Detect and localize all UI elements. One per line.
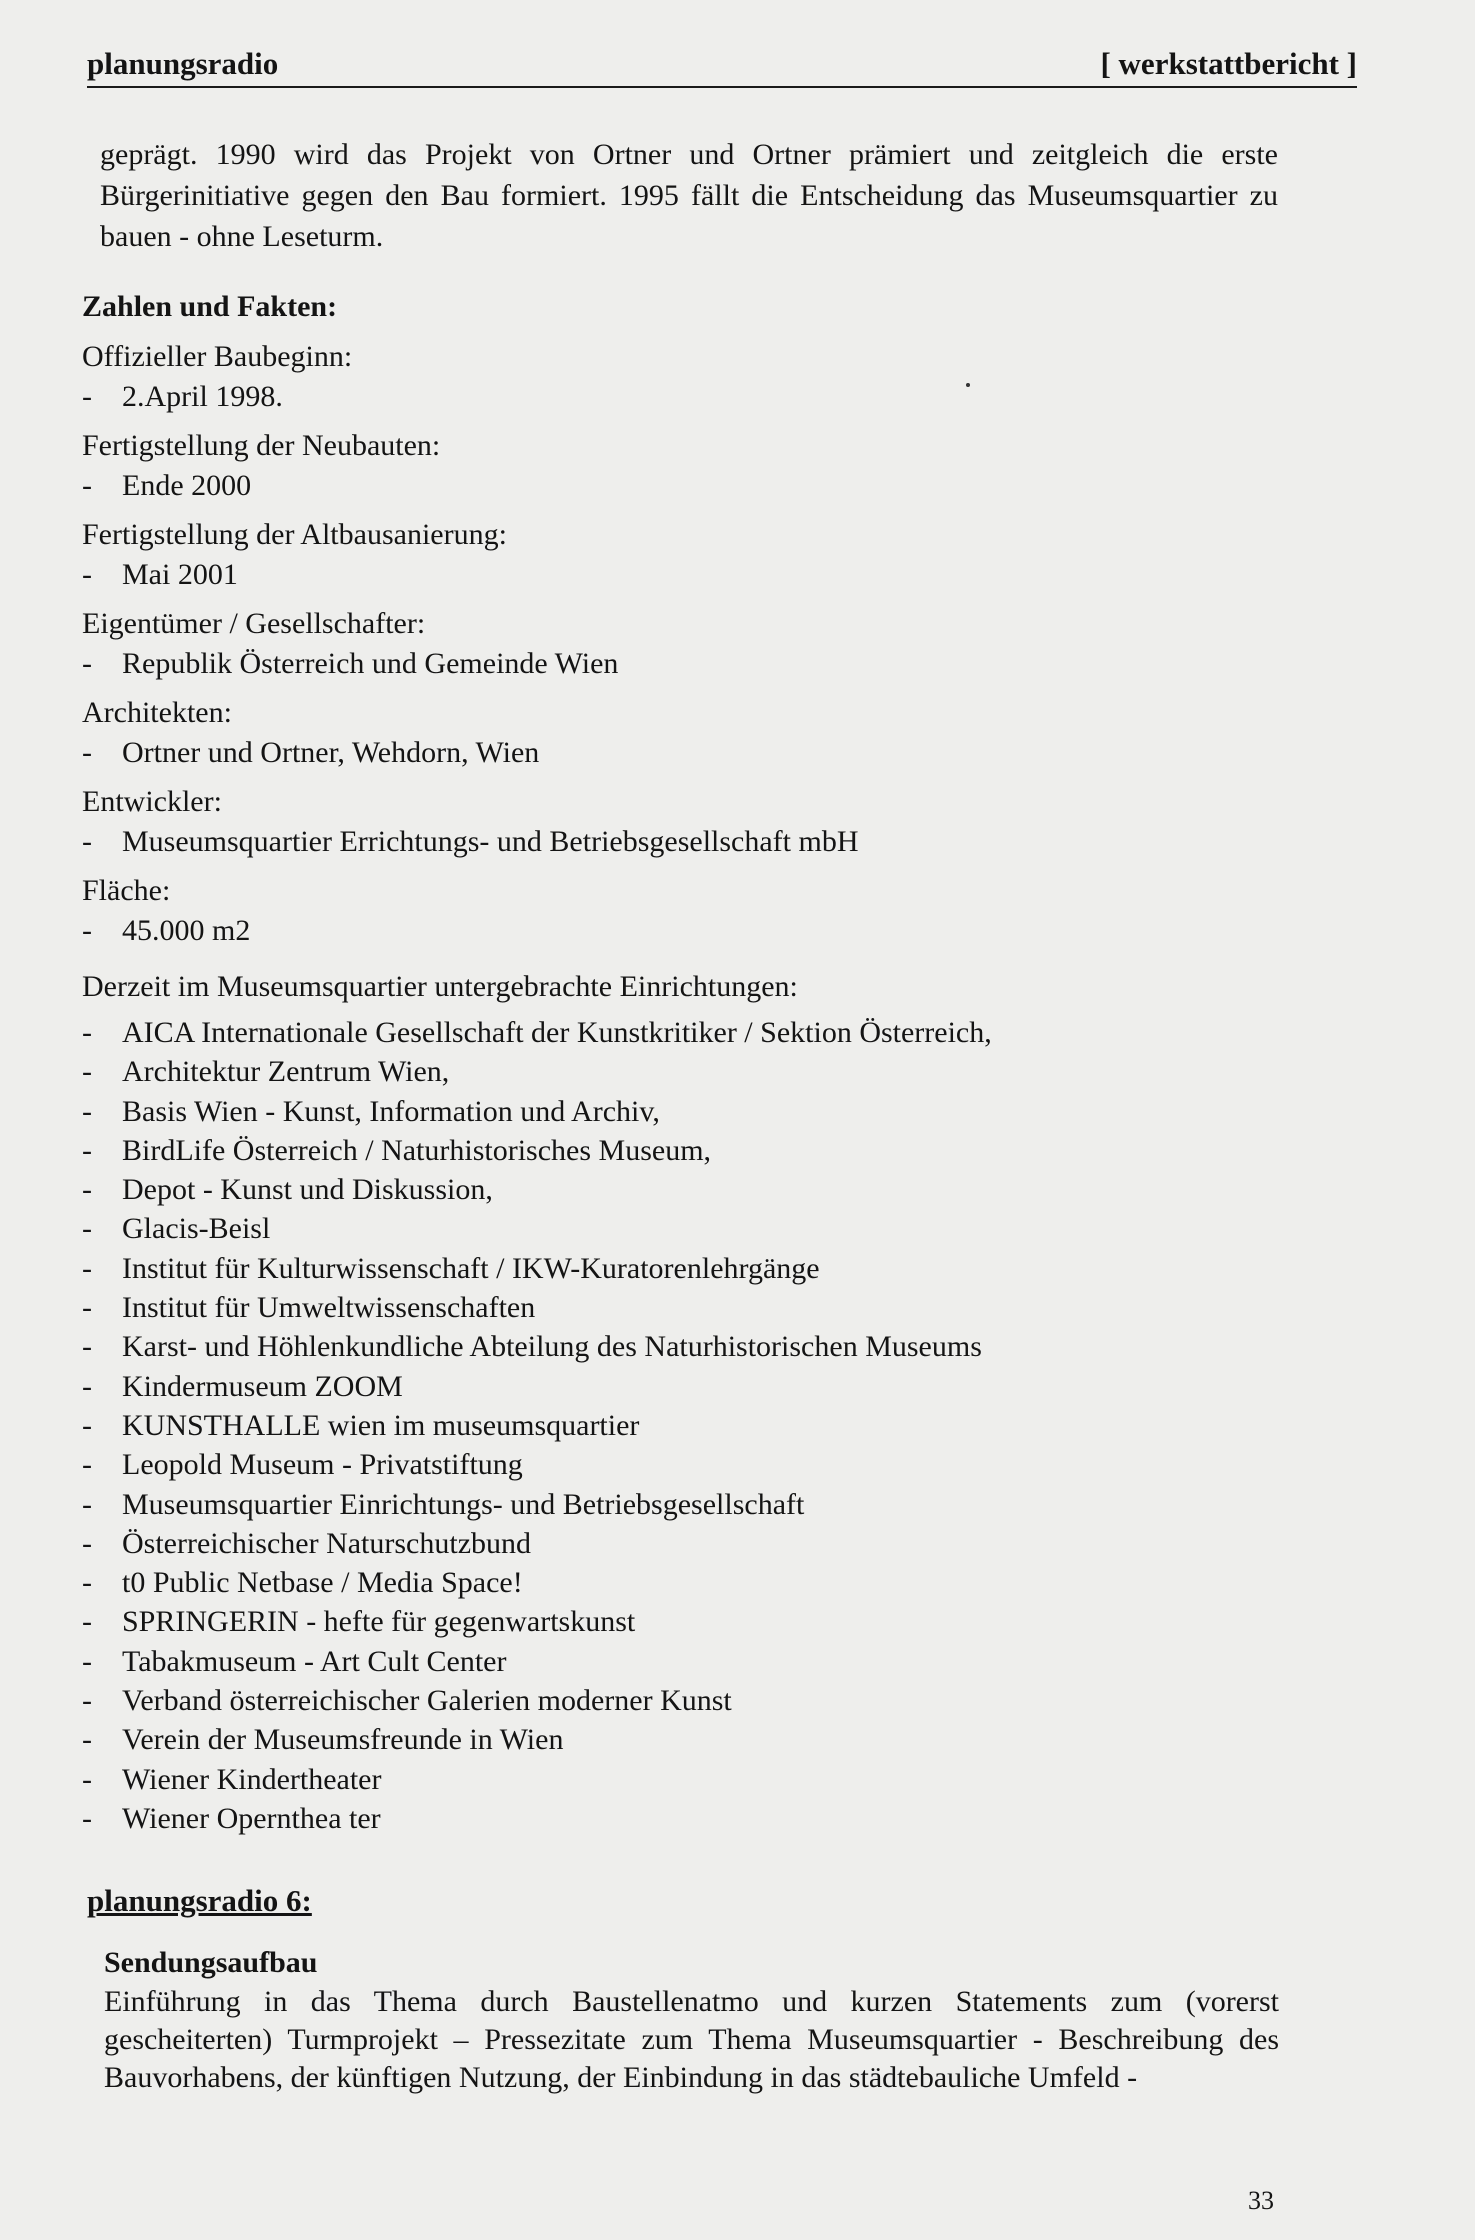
institution-name: Leopold Museum - Privatstiftung: [122, 1448, 523, 1482]
institution-name: Glacis-Beisl: [122, 1212, 271, 1246]
institution-item: [82, 1445, 1302, 1484]
list-dash: -: [82, 1291, 92, 1325]
fact-value: [82, 911, 1282, 951]
fact-label: Fläche:: [82, 874, 171, 907]
list-dash: -: [82, 380, 92, 413]
institution-name: t0 Public Netbase / Media Space!: [122, 1566, 523, 1600]
header-section: [ werkstattbericht ]: [1100, 46, 1357, 81]
sendungsaufbau-body: Einführung in das Thema durch Baustellenatmo und kurzen Statements zum (vorerst gescheiterten) Turmprojekt – Pressezitate zum Thema Museumsquartier - Beschreibung des Bauvorhabens, der künftigen Nutzung, der Einbindung in das städtebauliche Umfeld -: [104, 1985, 1279, 2094]
intro-paragraph: geprägt. 1990 wird das Projekt von Ortner und Ortner prämiert und zeitgleich die erste Bürgerinitiative gegen den Bau formiert. 1995 fällt die Entscheidung das Museumsquartier zu bauen - ohne Leseturm.: [100, 138, 1278, 253]
institution-name: Wiener Opernthea ter: [122, 1801, 381, 1835]
list-dash: -: [82, 914, 92, 947]
fact-value: [82, 822, 1282, 862]
fact-item: [82, 782, 1282, 862]
institution-name: BirdLife Österreich / Naturhistorisches Museum,: [122, 1133, 712, 1167]
list-dash: -: [82, 1605, 92, 1639]
list-dash: -: [82, 736, 92, 769]
institution-name: Architektur Zentrum Wien,: [122, 1055, 450, 1089]
list-dash: -: [82, 1684, 92, 1718]
institution-item: [82, 1524, 1302, 1563]
institution-name: Institut für Umweltwissenschaften: [122, 1291, 536, 1325]
institution-name: AICA Internationale Gesellschaft der Kunstkritiker / Sektion Österreich,: [122, 1016, 992, 1049]
page-header: [87, 44, 1357, 88]
institutions-section: [82, 967, 1302, 1838]
institution-item: [82, 1485, 1302, 1524]
list-dash: -: [82, 1526, 92, 1560]
institution-item: [82, 1131, 1302, 1170]
fact-item: [82, 426, 1282, 506]
list-dash: -: [82, 1212, 92, 1246]
fact-value: [82, 555, 1282, 595]
fact-label: Architekten:: [82, 696, 232, 729]
institution-item: [82, 1092, 1302, 1131]
institution-name: Karst- und Höhlenkundliche Abteilung des Naturhistorischen Museums: [122, 1330, 982, 1364]
institution-item: [82, 1013, 1302, 1052]
list-dash: -: [82, 1801, 92, 1835]
header-title: planungsradio: [87, 46, 279, 81]
institution-item: [82, 1642, 1302, 1681]
fact-item: [82, 604, 1282, 684]
list-dash: -: [82, 469, 92, 502]
institution-name: Basis Wien - Kunst, Information und Archiv,: [122, 1094, 660, 1128]
institution-item: [82, 1602, 1302, 1641]
list-dash: -: [82, 1251, 92, 1285]
list-dash: -: [82, 1173, 92, 1207]
institution-item: [82, 1170, 1302, 1209]
institution-name: Kindermuseum ZOOM: [122, 1369, 403, 1403]
fact-value: [82, 377, 1282, 417]
fact-item: [82, 337, 1282, 417]
sendungsaufbau-heading: Sendungsaufbau: [104, 1946, 318, 1979]
institution-item: [82, 1799, 1302, 1838]
list-dash: -: [82, 1762, 92, 1796]
institution-name: Verein der Museumsfreunde in Wien: [122, 1723, 564, 1757]
fact-item: [82, 871, 1282, 951]
fact-value: [82, 644, 1282, 684]
list-dash: -: [82, 1723, 92, 1757]
fact-label: Eigentümer / Gesellschafter:: [82, 607, 426, 640]
institution-name: Depot - Kunst und Diskussion,: [122, 1173, 493, 1207]
list-dash: -: [82, 1330, 92, 1364]
fact-label: Fertigstellung der Neubauten:: [82, 429, 441, 462]
institution-name: Museumsquartier Einrichtungs- und Betriebsgesellschaft: [122, 1487, 805, 1521]
page-number: 33: [1248, 2186, 1274, 2215]
fact-label: Fertigstellung der Altbausanierung:: [82, 518, 507, 551]
list-dash: -: [82, 647, 92, 680]
institution-name: Österreichischer Naturschutzbund: [122, 1526, 532, 1560]
institution-item: [82, 1288, 1302, 1327]
institutions-heading: Derzeit im Museumsquartier untergebrachte Einrichtungen:: [82, 970, 798, 1003]
facts-heading: Zahlen und Fakten:: [82, 290, 338, 323]
institution-item: [82, 1052, 1302, 1091]
list-dash: -: [82, 825, 92, 858]
fact-value-text: 2.April 1998.: [122, 380, 283, 413]
list-dash: -: [82, 1644, 92, 1678]
fact-label: Offizieller Baubeginn:: [82, 340, 353, 373]
section6: [87, 1883, 312, 1919]
institution-item: [82, 1327, 1302, 1366]
institution-name: Wiener Kindertheater: [122, 1762, 382, 1796]
list-dash: -: [82, 1448, 92, 1482]
institution-name: Institut für Kulturwissenschaft / IKW-Kuratorenlehrgänge: [122, 1251, 820, 1285]
list-dash: -: [82, 1133, 92, 1167]
institution-name: Verband österreichischer Galerien moderner Kunst: [122, 1684, 732, 1718]
fact-value: [82, 466, 1282, 506]
fact-item: [82, 515, 1282, 595]
list-dash: -: [82, 1369, 92, 1403]
institution-item: [82, 1249, 1302, 1288]
facts-section: [82, 287, 1282, 960]
fact-value-text: Republik Österreich und Gemeinde Wien: [122, 647, 619, 680]
list-dash: -: [82, 558, 92, 591]
institution-name: KUNSTHALLE wien im museumsquartier: [122, 1408, 640, 1442]
list-dash: -: [82, 1487, 92, 1521]
list-dash: -: [82, 1566, 92, 1600]
list-dash: -: [82, 1055, 92, 1089]
institution-item: [82, 1406, 1302, 1445]
fact-item: [82, 693, 1282, 773]
fact-value-text: Ortner und Ortner, Wehdorn, Wien: [122, 736, 540, 769]
institution-name: SPRINGERIN - hefte für gegenwartskunst: [122, 1605, 636, 1639]
section6-heading: planungsradio 6:: [87, 1883, 312, 1918]
institution-item: [82, 1720, 1302, 1759]
fact-value-text: 45.000 m2: [122, 914, 251, 947]
sendungsaufbau-section: [104, 1943, 1279, 2097]
list-dash: -: [82, 1094, 92, 1128]
fact-value-text: Ende 2000: [122, 469, 252, 502]
institution-item: [82, 1760, 1302, 1799]
institution-name: Tabakmuseum - Art Cult Center: [122, 1644, 507, 1678]
institution-item: [82, 1681, 1302, 1720]
institution-item: [82, 1209, 1302, 1248]
institution-item: [82, 1563, 1302, 1602]
institution-item: [82, 1367, 1302, 1406]
institutions-list: [82, 1013, 1302, 1838]
fact-value-text: Mai 2001: [122, 558, 238, 591]
fact-value-text: Museumsquartier Errichtungs- und Betriebsgesellschaft mbH: [122, 825, 859, 858]
fact-label: Entwickler:: [82, 785, 222, 818]
list-dash: -: [82, 1408, 92, 1442]
list-dash: -: [82, 1016, 92, 1049]
fact-value: [82, 733, 1282, 773]
